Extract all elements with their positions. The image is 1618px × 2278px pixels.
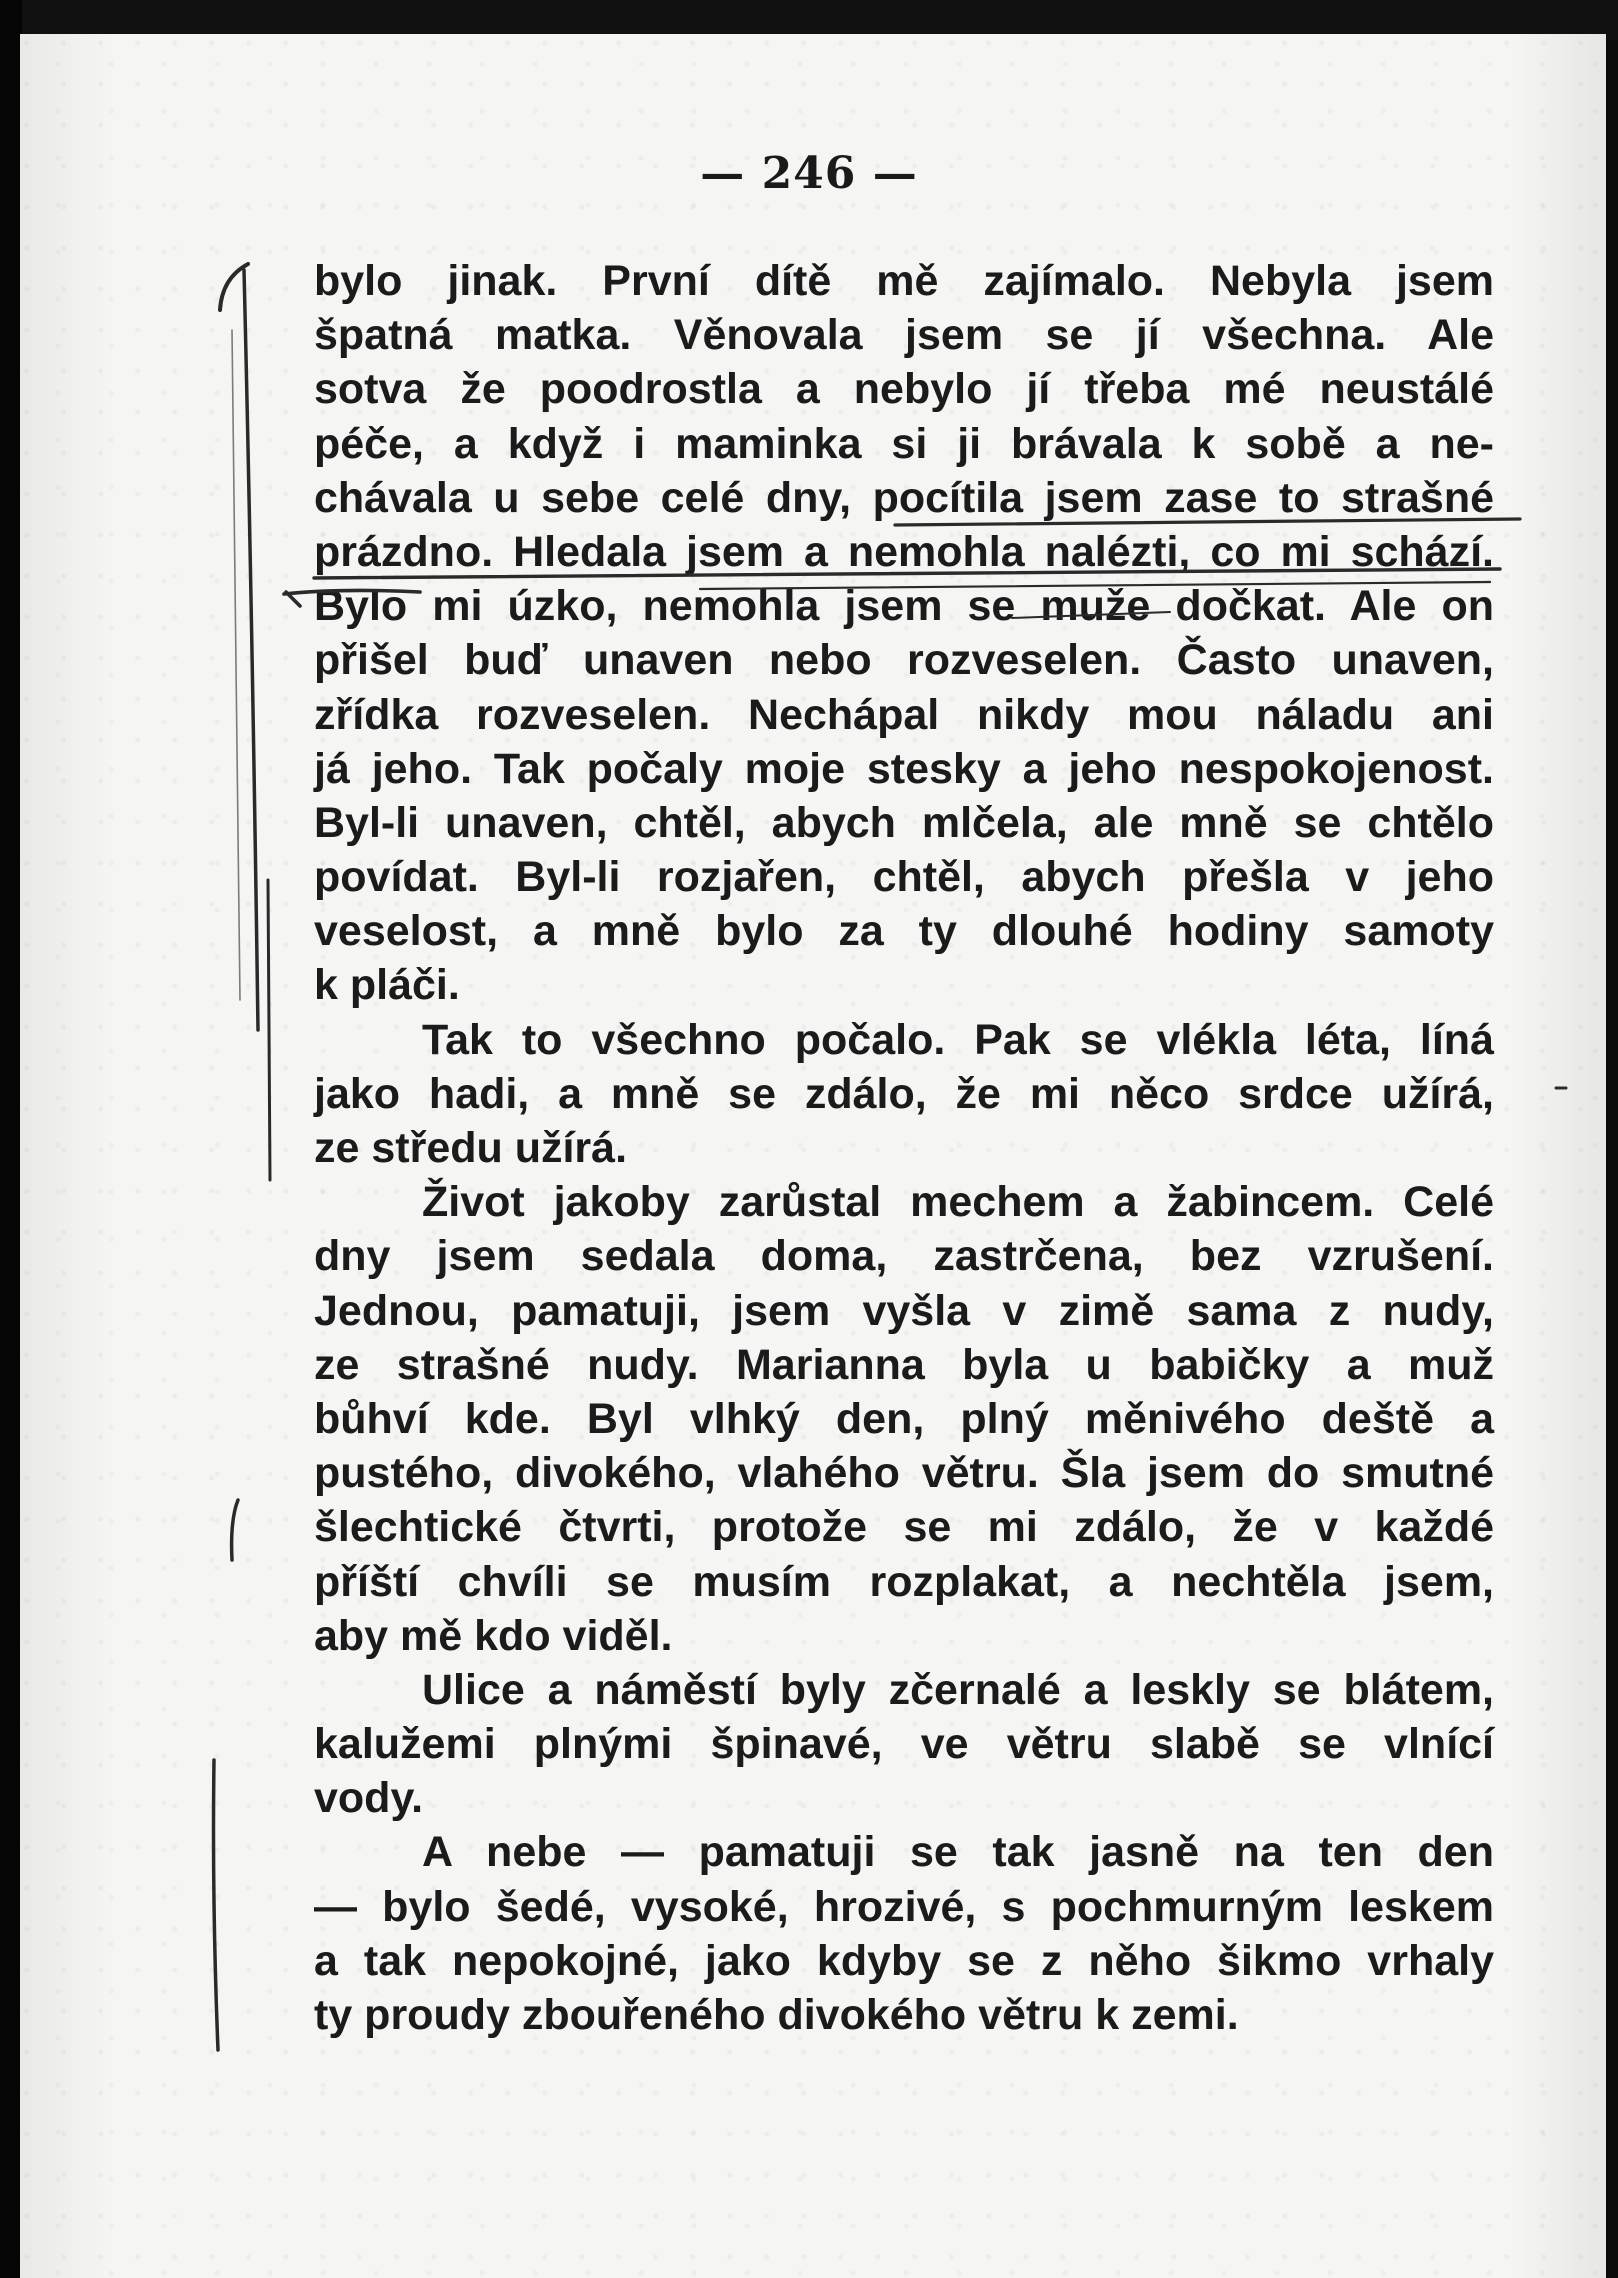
paragraph (314, 254, 1494, 1013)
text-line: Ulice a náměstí byly zčernalé a leskly se blátem, (422, 1665, 1494, 1714)
paragraph (314, 1175, 1494, 1663)
text-line: prázdno. Hledala jsem a nemohla nalézti, co mi schází. (314, 527, 1494, 576)
text-line: Bylo mi úzko, nemohla jsem se muže dočkat. Ale on (314, 582, 1494, 631)
text-line: sotva že poodrostla a nebylo jí třeba mé neustálé (314, 365, 1494, 414)
text-line: — bylo šedé, vysoké, hrozivé, s pochmurným leskem (314, 1882, 1494, 1931)
text-line: bylo jinak. První dítě mě zajímalo. Nebyla jsem (314, 257, 1494, 305)
text-line: bůhví kde. Byl vlhký den, plný měnivého deště a (314, 1394, 1494, 1443)
text-line: kalužemi plnými špinavé, ve větru slabě se vlnící (314, 1720, 1494, 1769)
text-line: šlechtické čtvrti, protože se mi zdálo, že v každé (314, 1503, 1494, 1552)
text-line: A nebe — pamatuji se tak jasně na ten den (422, 1828, 1494, 1877)
text-line: jako hadi, a mně se zdálo, že mi něco srdce užírá, (314, 1069, 1494, 1118)
text-line: ze strašné nudy. Marianna byla u babičky a muž (314, 1340, 1494, 1389)
text-line: Život jakoby zarůstal mechem a žabincem. Celé (422, 1178, 1494, 1227)
text-line: Jednou, pamatuji, jsem vyšla v zimě sama z nudy, (314, 1286, 1494, 1335)
body-text (314, 254, 1494, 2042)
text-line: dny jsem sedala doma, zastrčena, bez vzrušení. (314, 1232, 1494, 1281)
scan-right-border (1604, 40, 1618, 2278)
paragraph (314, 1663, 1494, 1826)
text-line: vody. (314, 1774, 424, 1823)
text-line: já jeho. Tak počaly moje stesky a jeho nespokojenost. (314, 744, 1494, 793)
text-line: Byl-li unaven, chtěl, abych mlčela, ale mně se chtělo (314, 798, 1494, 847)
page-number: — 246 — (700, 148, 918, 199)
text-line: přišel buď unaven nebo rozveselen. Často unaven, (314, 636, 1494, 685)
paragraph (314, 1013, 1494, 1176)
text-line: ze středu užírá. (314, 1124, 628, 1172)
scan-left-border (0, 0, 22, 2278)
text-line: příští chvíli se musím rozplakat, a nechtěla jsem, (314, 1557, 1494, 1606)
text-line: chávala u sebe celé dny, pocítila jsem zase to strašné (314, 473, 1494, 522)
text-line: zřídka rozveselen. Nechápal nikdy mou náladu ani (314, 690, 1494, 739)
text-line: veselost, a mně bylo za ty dlouhé hodiny samoty (314, 907, 1494, 956)
text-line: aby mě kdo viděl. (314, 1611, 673, 1660)
text-line: péče, a když i maminka si ji brávala k sobě a ne- (314, 419, 1494, 468)
text-line: ty proudy zbouřeného divokého větru k zemi. (314, 1991, 1239, 2039)
paragraph (314, 1825, 1494, 2042)
text-line: pustého, divokého, vlahého větru. Šla jsem do smutné (314, 1449, 1494, 1498)
text-line: povídat. Byl-li rozjařen, chtěl, abych přešla v jeho (314, 853, 1494, 902)
text-line: k pláči. (314, 961, 460, 1010)
text-line: špatná matka. Věnovala jsem se jí všechna. Ale (314, 311, 1494, 360)
text-line: Tak to všechno počalo. Pak se vlékla léta, líná (422, 1015, 1494, 1064)
text-line: a tak nepokojné, jako kdyby se z něho šikmo vrhaly (314, 1936, 1494, 1985)
